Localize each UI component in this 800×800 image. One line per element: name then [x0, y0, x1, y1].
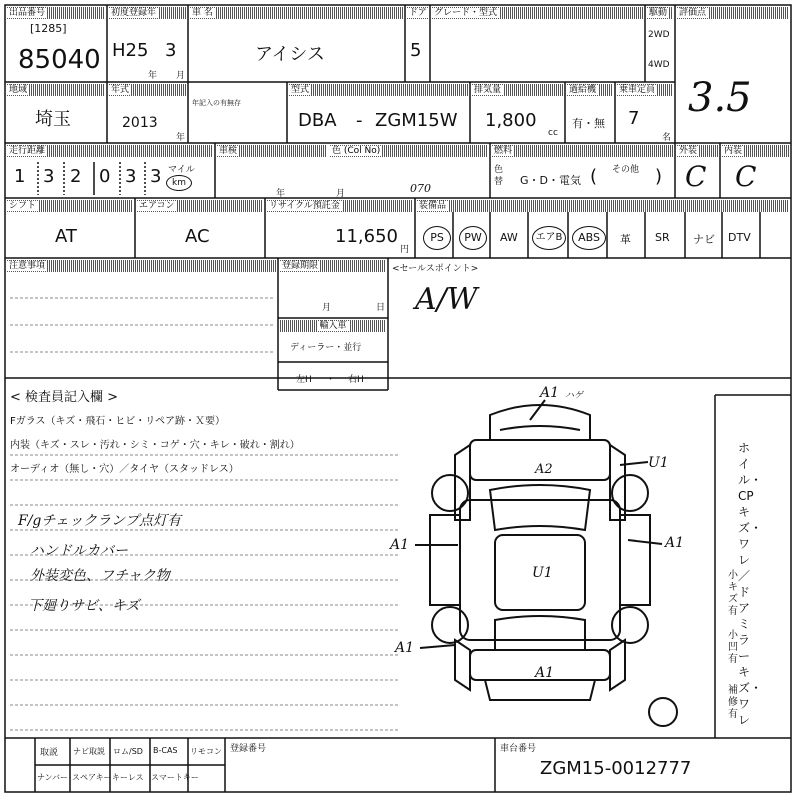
mileage-unit-mile: マイル [168, 165, 195, 175]
mileage-digit-6: 3 [150, 166, 162, 187]
equip-airbag: エアB [532, 226, 566, 250]
ac-label: エアコン [137, 200, 263, 212]
notes-label: 注意事項 [7, 260, 276, 272]
color-change: 色替 [494, 165, 504, 187]
dealer-parallel: ディーラー・並行 [290, 343, 362, 353]
month: 3 [165, 40, 177, 61]
chassis-label: 車台番号 [500, 744, 537, 754]
mark-hood: A2 [535, 462, 553, 477]
int-label: 内装 [722, 145, 789, 157]
mark-rear: A1 [535, 665, 555, 681]
equip-pw: PW [459, 226, 487, 250]
mark-front-top: A1 [540, 385, 560, 401]
footer-bcas: B-CAS [153, 746, 178, 755]
mileage-digit-4: 0 [99, 166, 111, 187]
audio-tire-line: オーディオ（無し・穴）／タイヤ（スタッドレス） [10, 464, 239, 475]
legend-small-scratch: 小キズ有 [728, 570, 738, 617]
drive-4wd: 4WD [648, 60, 670, 70]
doors: 5 [410, 40, 422, 61]
seats-unit: 名 [662, 133, 672, 143]
footer-navi-manual: ナビ取説 [73, 747, 105, 756]
first-reg-label: 初度登録年 [109, 7, 186, 19]
lot-number: 85040 [18, 45, 101, 75]
reg-day-unit: 日 [376, 303, 386, 313]
import-label: 輸入車 [280, 320, 386, 332]
model-year-label: 年式 [109, 84, 186, 96]
seats: 7 [628, 108, 640, 129]
reg-deadline-label: 登録期限 [280, 260, 386, 272]
sales-point: A/W [415, 282, 478, 317]
model-year-unit: 年 [176, 133, 186, 143]
fuel-label: 燃料 [492, 145, 673, 157]
recycle-value: 11,650 [335, 226, 398, 247]
mileage-digit-5: 3 [125, 166, 137, 187]
recycle-label: リサイクル預託金 [267, 200, 413, 212]
lot-code: [1285] [30, 22, 67, 35]
handle-sep: ・ [326, 375, 336, 385]
equip-label: 装備品 [417, 200, 789, 212]
footer-manual: 取説 [40, 748, 59, 758]
mileage-unit-km: km [166, 175, 192, 191]
mark-right-front: U1 [648, 455, 669, 471]
mark-roof: U1 [532, 565, 553, 581]
chassis-number: ZGM15-0012777 [540, 758, 692, 779]
fuel-paren-close: ) [655, 166, 663, 187]
footer-keyless: キーレス [112, 773, 144, 782]
cc-unit: cc [548, 128, 558, 138]
hand-note-1: F/gチェックランプ点灯有 [18, 513, 181, 529]
drive-2wd: 2WD [648, 30, 670, 40]
mark-left-rear: A1 [395, 640, 415, 656]
inspector-title: < 検査員記入欄 > [10, 390, 119, 405]
model-prefix: DBA [298, 110, 337, 131]
handle-right: 右H [348, 375, 364, 385]
footer-remote: リモコン [190, 747, 222, 756]
fuel-paren-open: ( [590, 166, 598, 187]
fuel-other-label: その他 [612, 165, 640, 175]
footer-spare-key: スペアキー [72, 773, 112, 782]
color-label: 色 (Col No) [330, 145, 488, 157]
reg-number-label: 登録番号 [230, 744, 267, 754]
fuel-type: G・D・電気 [520, 174, 581, 187]
seats-label: 乗車定員 [617, 84, 673, 96]
equip-sr: SR [655, 231, 670, 244]
month-unit: 月 [176, 71, 186, 81]
shift-label: シフト [7, 200, 133, 212]
equip-dtv: DTV [728, 231, 751, 244]
lot-label: 出品番号 [7, 7, 105, 19]
equip-ps: PS [423, 226, 451, 250]
doors-label: ドア [409, 8, 427, 18]
exterior-grade: C [685, 160, 707, 193]
mark-left-side: A1 [390, 537, 410, 553]
hand-note-4: 下廻りサビ、キズ [28, 598, 140, 614]
cc-label: 排気量 [472, 84, 563, 96]
turbo-label: 過給機 [567, 84, 613, 96]
interior-grade: C [735, 160, 757, 193]
footer-plate: ナンバー [37, 773, 69, 782]
reg-month-unit: 月 [322, 303, 332, 313]
handle-left: 左H [296, 375, 312, 385]
mark-front-top-note: ハゲ [565, 391, 584, 401]
car-name: アイシス [255, 44, 325, 65]
mileage-digit-2: 3 [43, 166, 55, 187]
recycle-unit: 円 [400, 245, 410, 255]
sales-point-label: <セールスポイント> [392, 264, 479, 274]
ac-value: AC [185, 226, 210, 247]
year-note: 年記入の有無存 [192, 99, 241, 107]
region: 埼玉 [35, 109, 71, 130]
mileage-label: 走行距離 [7, 145, 213, 157]
model-label: 型式 [289, 84, 468, 96]
hand-note-2: ハンドルカバー [30, 543, 128, 559]
region-label: 地域 [7, 84, 105, 96]
fglass-line: Fガラス（キズ・飛石・ヒビ・リペア跡・Ｘ要） [10, 416, 226, 427]
model-year: 2013 [122, 115, 158, 131]
equip-aw: AW [500, 231, 518, 244]
legend-repair: 補修有 [728, 685, 738, 720]
era-year: H25 [112, 40, 149, 61]
equip-navi: ナビ [693, 233, 715, 246]
shift-value: AT [55, 226, 77, 247]
score-label: 評価点 [677, 7, 789, 19]
interior-line: 内装（キズ・スレ・汚れ・シミ・コゲ・穴・キレ・破れ・割れ） [10, 440, 300, 451]
year-unit: 年 [148, 71, 158, 81]
model-code: ZGM15W [375, 110, 458, 131]
wheel-mirror-legend: ホイル・CPキズ・ワレ／ドアミラーキズ・ワレ [738, 441, 763, 727]
mark-right-side: A1 [665, 535, 685, 551]
shaken-label: 車検 [217, 145, 327, 157]
shaken-month-unit: 月 [336, 189, 346, 199]
ext-label: 外装 [677, 145, 718, 157]
hand-note-3: 外装変色、フチャク物 [30, 568, 170, 584]
equip-abs: ABS [572, 226, 606, 250]
grade-label: グレード・型式 [432, 7, 643, 19]
color-number: 070 [410, 182, 431, 195]
legend-small-dent: 小凹有 [728, 630, 738, 665]
shaken-year-unit: 年 [276, 189, 286, 199]
score-value: 3.5 [688, 75, 752, 121]
turbo: 有・無 [572, 117, 605, 130]
model-dash: - [356, 110, 363, 131]
footer-rom-sd: ロム/SD [113, 747, 143, 756]
footer-smart-key: スマートキー [151, 773, 199, 782]
engine-cc: 1,800 [485, 110, 537, 131]
mileage-digit-3: 2 [70, 166, 82, 187]
car-name-label: 車 名 [190, 7, 403, 19]
equip-leather: 革 [620, 233, 631, 246]
drive-label: 駆動 [647, 7, 673, 19]
mileage-digit-1: 1 [14, 166, 26, 187]
